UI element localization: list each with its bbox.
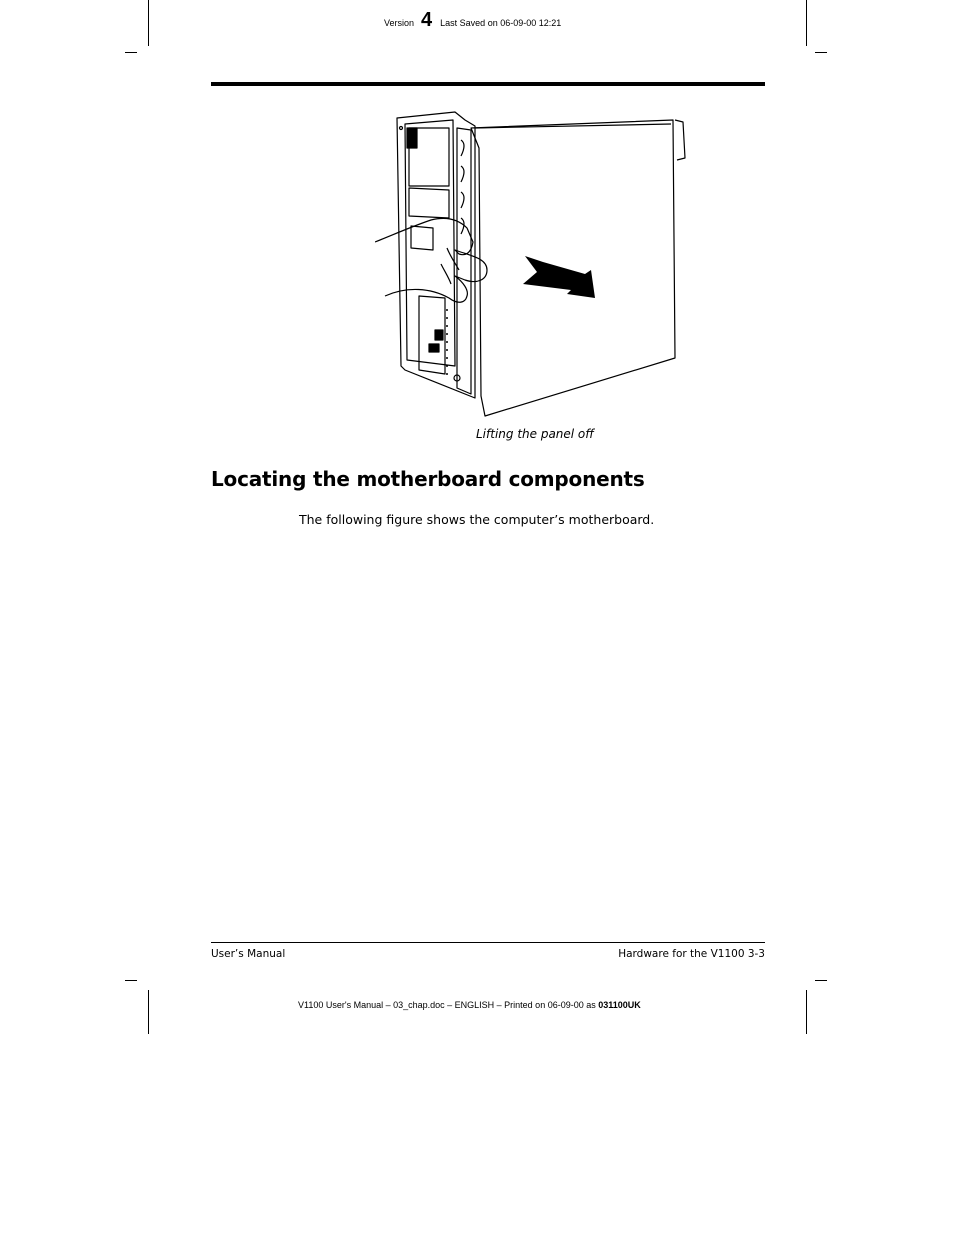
print-info-text: V1100 User's Manual – 03_chap.doc – ENGLISH – Printed on 06-09-00 as <box>298 1000 599 1010</box>
version-label: Version <box>384 18 415 28</box>
hand <box>375 218 487 302</box>
crop-mark <box>815 52 827 53</box>
screw <box>400 127 403 130</box>
footer-rule <box>211 942 765 943</box>
body-paragraph: The following figure shows the computer’s motherboard. <box>299 512 655 527</box>
hand-fingers <box>441 248 459 284</box>
back-panel-frame <box>405 120 455 366</box>
crop-mark <box>806 0 807 46</box>
slot-connector <box>435 330 443 340</box>
crop-mark <box>148 990 149 1034</box>
header-rule <box>211 82 765 86</box>
side-panel-edge <box>475 124 671 128</box>
last-saved-text: Last Saved on 06-09-00 12:21 <box>440 18 562 28</box>
version-number: 4 <box>421 9 433 31</box>
crop-mark <box>148 0 149 46</box>
computer-panel-illustration <box>375 108 690 420</box>
side-panel <box>471 120 675 416</box>
side-rail <box>457 128 471 394</box>
rail-handle <box>461 140 464 234</box>
crop-mark <box>125 980 137 981</box>
version-header <box>384 9 562 31</box>
slot-connector <box>429 344 439 352</box>
front-bezel <box>675 120 685 160</box>
figure-caption: Lifting the panel off <box>476 427 594 441</box>
footer-right: Hardware for the V1100 3-3 <box>618 948 765 960</box>
power-socket <box>407 128 417 148</box>
crop-mark <box>815 980 827 981</box>
crop-mark <box>125 52 137 53</box>
print-info <box>298 1000 641 1010</box>
section-heading: Locating the motherboard components <box>211 467 645 491</box>
footer-left: User’s Manual <box>211 948 286 960</box>
print-info-code: 031100UK <box>598 1000 641 1010</box>
motion-arrow <box>523 256 595 298</box>
crop-mark <box>806 990 807 1034</box>
